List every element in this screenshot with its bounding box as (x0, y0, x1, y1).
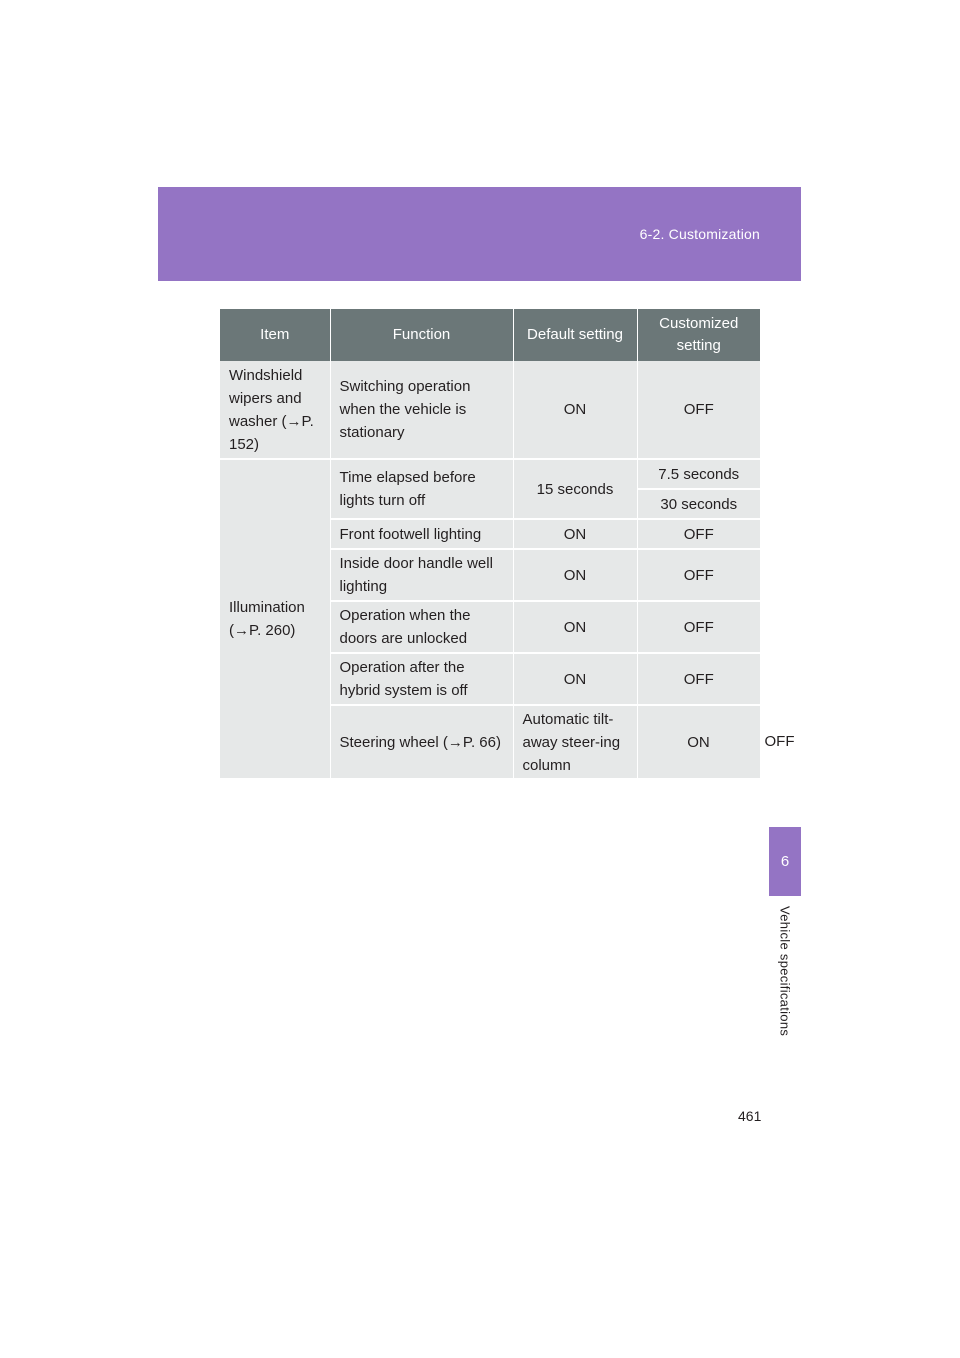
default-cell: ON (513, 549, 637, 601)
custom-cell: 7.5 seconds (637, 459, 760, 489)
function-cell: Automatic tilt-away steer-ing column (513, 705, 637, 779)
default-cell: ON (513, 653, 637, 705)
item-cell: Illumination (→P. 260) (220, 459, 330, 779)
table-row (220, 361, 760, 459)
default-cell: ON (513, 361, 637, 459)
header-default-setting: Default setting (513, 309, 637, 361)
custom-cell: OFF (637, 601, 760, 653)
header-customized-setting: Customized setting (637, 309, 760, 361)
default-cell: ON (513, 519, 637, 549)
customization-table (220, 309, 795, 780)
function-cell: Operation when the doors are unlocked (330, 601, 513, 653)
header-band (158, 187, 801, 281)
header-function: Function (330, 309, 513, 361)
default-cell: ON (637, 705, 760, 779)
chapter-tab (769, 827, 801, 896)
section-title: 6-2. Customization (639, 226, 760, 242)
custom-cell: OFF (637, 519, 760, 549)
table-row (220, 459, 760, 489)
function-cell: Inside door handle well lighting (330, 549, 513, 601)
chapter-number: 6 (780, 853, 790, 870)
function-cell: Operation after the hybrid system is off (330, 653, 513, 705)
default-cell: ON (513, 601, 637, 653)
item-cell: Windshield wipers and washer (→P. 152) (220, 361, 330, 459)
header-item: Item (220, 309, 330, 361)
table-row: Steering wheel (→P. 66) Automatic tilt-away steer-ing column ON OFF (220, 705, 760, 779)
custom-cell: OFF (637, 361, 760, 459)
page-number: 461 (738, 1108, 762, 1124)
chapter-label: Vehicle specifications (777, 906, 793, 1037)
custom-cell: OFF (637, 653, 760, 705)
function-cell: Switching operation when the vehicle is stationary (330, 361, 513, 459)
table-header-row (220, 309, 760, 361)
function-cell: Front footwell lighting (330, 519, 513, 549)
custom-cell: OFF (637, 549, 760, 601)
custom-cell: 30 seconds (637, 489, 760, 519)
default-cell: 15 seconds (513, 459, 637, 519)
item-cell: Steering wheel (→P. 66) (330, 705, 513, 779)
function-cell: Time elapsed before lights turn off (330, 459, 513, 519)
